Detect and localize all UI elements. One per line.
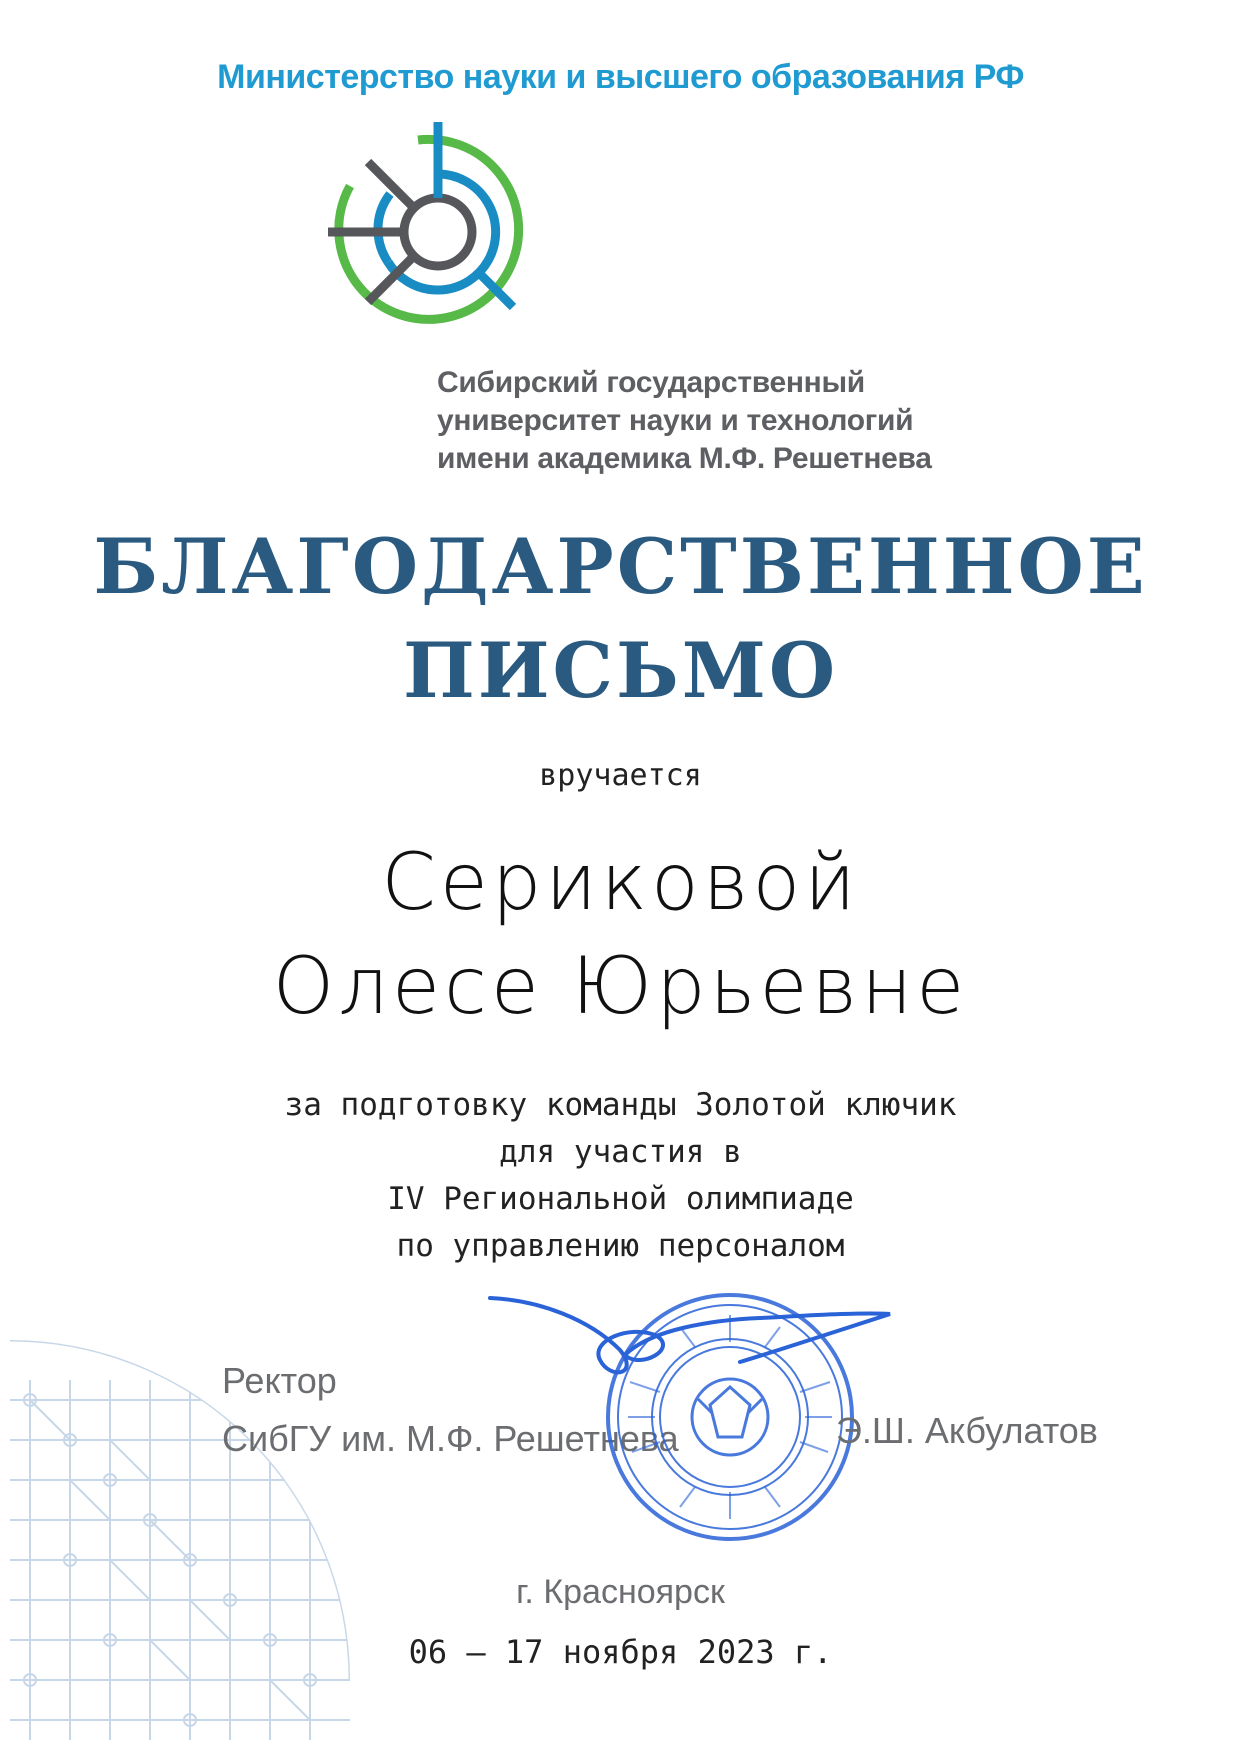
- signatory-position-line: СибГУ им. М.Ф. Решетнева: [222, 1418, 679, 1459]
- university-name-line: Сибирский государственный: [437, 366, 865, 399]
- signatory-position-line: Ректор: [222, 1360, 337, 1401]
- university-name: [437, 364, 932, 478]
- signatory-name: Э.Ш. Акбулатов: [836, 1410, 1098, 1451]
- award-reason-line: для участия в: [499, 1134, 742, 1170]
- university-name-line: имени академика М.Ф. Решетнева: [437, 442, 932, 475]
- signature-scribble: [480, 1280, 900, 1420]
- recipient-given-names: Олесе Юрьевне: [272, 942, 969, 1032]
- awarded-to-label: вручается: [539, 758, 702, 793]
- event-dates: 06 – 17 ноября 2023 г.: [408, 1633, 833, 1671]
- award-reason: [0, 1082, 1241, 1270]
- issue-city: г. Красноярск: [516, 1573, 725, 1611]
- ministry-name: Министерство науки и высшего образования РФ: [217, 58, 1024, 96]
- document-title-line1: БЛАГОДАРСТВЕННОЕ: [93, 522, 1148, 611]
- document-title-line2: ПИСЬМО: [402, 626, 839, 715]
- university-name-line: университет науки и технологий: [437, 404, 914, 437]
- university-emblem-icon: [328, 122, 548, 342]
- award-reason-line: за подготовку команды Золотой ключик: [284, 1087, 957, 1123]
- recipient-surname: Сериковой: [381, 838, 860, 928]
- award-reason-line: IV Региональной олимпиаде: [387, 1181, 854, 1217]
- award-reason-line: по управлению персоналом: [396, 1228, 845, 1264]
